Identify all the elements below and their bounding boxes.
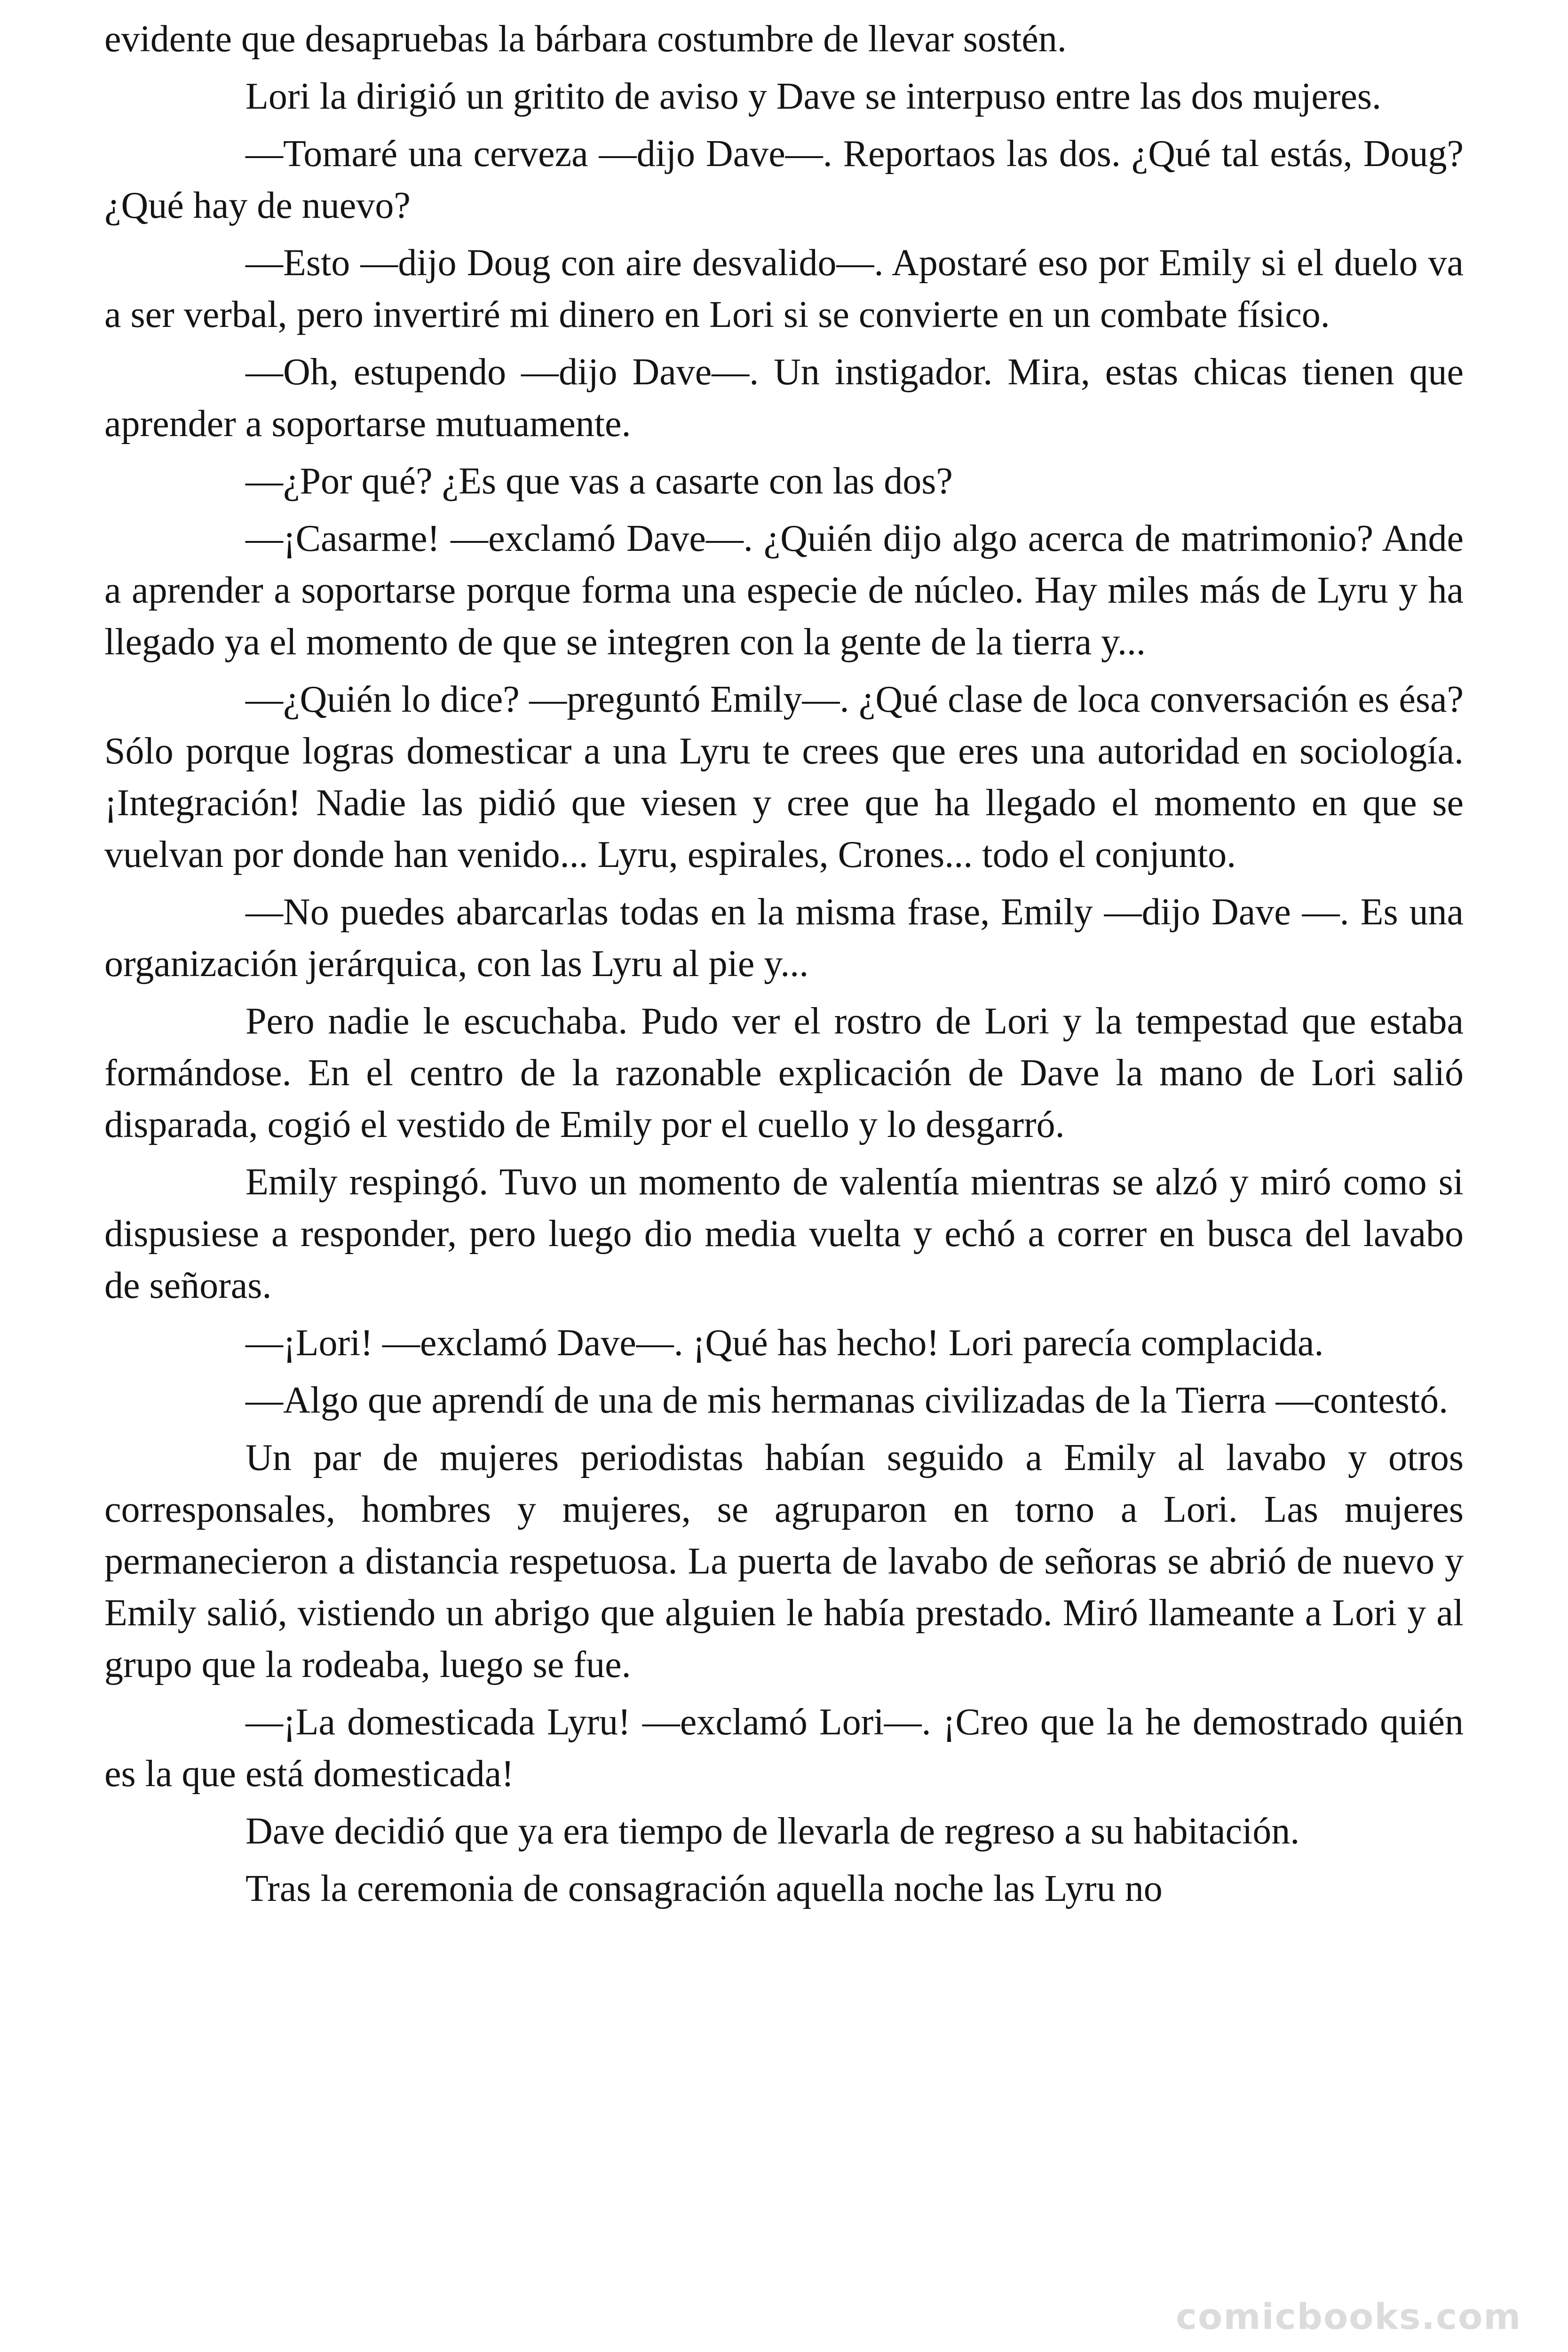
paragraph: —¡Lori! —exclamó Dave—. ¡Qué has hecho! Lori parecía complacida. [245,1322,1324,1364]
paragraph: —Oh, estupendo —dijo Dave—. Un instigador. Mira, estas chicas tienen que aprender a soportarse mutuamente. [104,351,1464,445]
paragraph: Emily respingó. Tuvo un momento de valentía mientras se alzó y miró como si dispusiese a responder, pero luego dio media vuelta y echó a correr en busca del lavabo de señoras. [104,1161,1464,1306]
paragraph: Tras la ceremonia de consagración aquella noche las Lyru no [245,1868,1163,1909]
paragraph: Dave decidió que ya era tiempo de llevarla de regreso a su habitación. [245,1811,1300,1852]
paragraph: —No puedes abarcarlas todas en la misma frase, Emily —dijo Dave —. Es una organización jerárquica, con las Lyru al pie y... [104,891,1464,985]
paragraph: Pero nadie le escuchaba. Pudo ver el rostro de Lori y la tempestad que estaba formándose. En el centro de la razonable explicación de Dave la mano de Lori salió disparada, cogió el vestido de Emily por el cuello y lo desgarró. [104,1001,1464,1145]
paragraph: —Tomaré una cerveza —dijo Dave—. Reportaos las dos. ¿Qué tal estás, Doug? ¿Qué hay de nuevo? [104,133,1464,226]
paragraph: —¡La domesticada Lyru! —exclamó Lori—. ¡Creo que la he demostrado quién es la que está domesticada! [104,1701,1464,1795]
paragraph: —Esto —dijo Doug con aire desvalido—. Apostaré eso por Emily si el duelo va a ser verbal, pero invertiré mi dinero en Lori si se convierte en un combate físico. [104,242,1464,335]
paragraph: Lori la dirigió un gritito de aviso y Dave se interpuso entre las dos mujeres. [245,76,1381,117]
watermark: comicbooks.com [1176,2296,1522,2337]
paragraph: —¿Por qué? ¿Es que vas a casarte con las dos? [245,461,953,502]
paragraph-continuation: evidente que desapruebas la bárbara costumbre de llevar sostén. [104,18,1067,60]
paragraph: —Algo que aprendí de una de mis hermanas civilizadas de la Tierra —contestó. [245,1380,1449,1421]
paragraph: —¿Quién lo dice? —preguntó Emily—. ¿Qué clase de loca conversación es ésa? Sólo porque logras domesticar a una Lyru te crees que eres una autoridad en sociología. ¡Integración! Nadie las pidió que viesen y cree que ha llegado el momento en que se vuelvan por donde han venido... Lyru, espirales, Crones... todo el conjunto. [104,679,1464,875]
body-text [104,13,1464,1920]
paragraph: —¡Casarme! —exclamó Dave—. ¿Quién dijo algo acerca de matrimonio? Ande a aprender a soportarse porque forma una especie de núcleo. Hay miles más de Lyru y ha llegado ya el momento de que se integren con la gente de la tierra y... [104,518,1464,663]
paragraph: Un par de mujeres periodistas habían seguido a Emily al lavabo y otros corresponsales, hombres y mujeres, se agruparon en torno a Lori. Las mujeres permanecieron a distancia respetuosa. La puerta de lavabo de señoras se abrió de nuevo y Emily salió, vistiendo un abrigo que alguien le había prestado. Miró llameante a Lori y al grupo que la rodeaba, luego se fue. [104,1437,1464,1685]
